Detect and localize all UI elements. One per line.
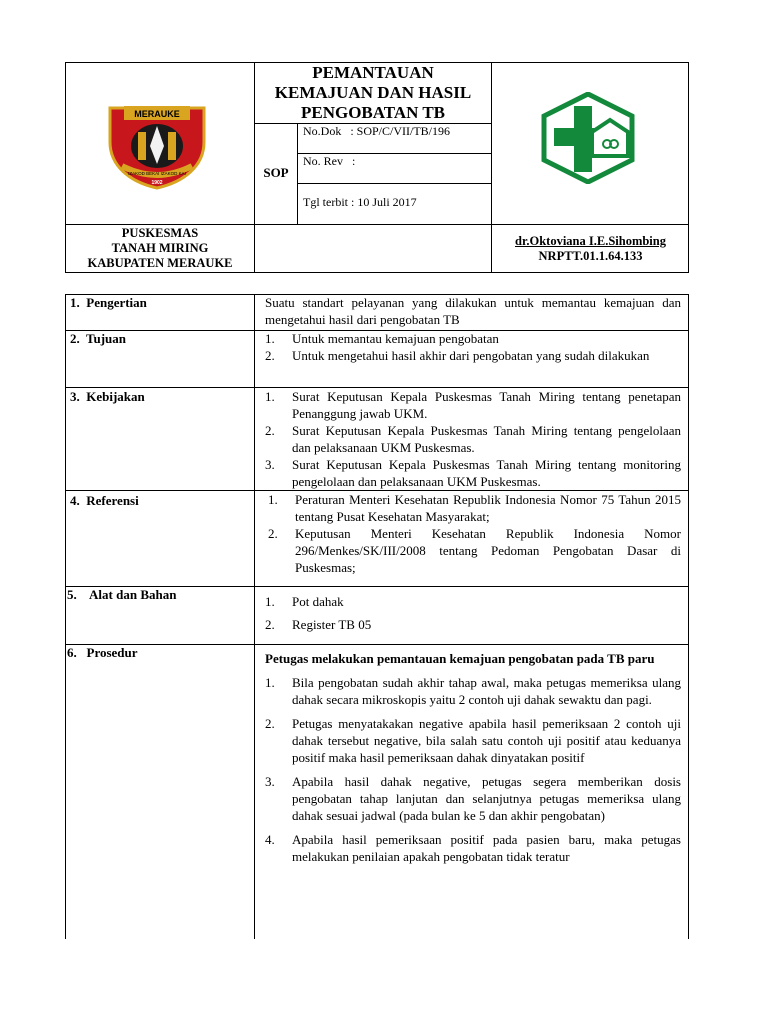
signer-name: dr.Oktoviana I.E.Sihombing xyxy=(515,234,666,248)
list-item: 3. Surat Keputusan Kepala Puskesmas Tanah Miring tentang monitoring pengelolaan dan pelaksanaan UKM Puskesmas. xyxy=(265,457,681,489)
section-label-alat: 5. Alat dan Bahan xyxy=(67,587,177,602)
list-item: 2. Untuk mengetahui hasil akhir dari pengobatan yang sudah dilakukan xyxy=(265,348,650,363)
list-item: 1. Bila pengobatan sudah akhir tahap awal, maka petugas memeriksa ulang dahak secara mikroskopis yaitu 2 contoh uji dahak sewaktu dan pagi. xyxy=(265,675,681,707)
section-label-prosedur: 6. Prosedur xyxy=(67,645,138,660)
svg-text:IZAKOD BEKAI IZAKOD KAI: IZAKOD BEKAI IZAKOD KAI xyxy=(128,171,186,176)
title-line: PENGOBATAN TB xyxy=(300,103,446,122)
signer-id: NRPTT.01.1.64.133 xyxy=(538,249,643,263)
list-item: 1. Untuk memantau kemajuan pengobatan xyxy=(265,331,499,346)
no-rev: No. Rev : xyxy=(303,154,356,168)
list-item: 2. Surat Keputusan Kepala Puskesmas Tanah Miring tentang pengelolaan dan pelaksanaan UKM Puskesmas. xyxy=(265,423,681,455)
section-list-kebijakan xyxy=(265,388,681,490)
row-divider xyxy=(65,644,689,645)
org-line: PUSKESMAS xyxy=(121,226,199,240)
section-list-alat xyxy=(265,593,681,633)
header-divider xyxy=(297,183,492,184)
tgl-terbit: Tgl terbit : 10 Juli 2017 xyxy=(303,195,417,209)
list-item: 4. Apabila hasil pemeriksaan positif pada pasien baru, maka petugas melakukan penilaian apakah pengobatan tidak teratur xyxy=(265,832,681,864)
title-line: KEMAJUAN DAN HASIL xyxy=(274,83,472,102)
list-item: 2. Keputusan Menteri Kesehatan Republik Indonesia Nomor 296/Menkes/SK/III/2008 tentang Pedoman Pengobatan Dasar di Puskesmas; xyxy=(268,526,681,575)
section-text-pengertian: Suatu standart pelayanan yang dilakukan untuk memantau kemajuan dan mengetahui hasil dari pengobatan TB xyxy=(265,295,681,327)
title-line: PEMANTAUAN xyxy=(312,63,434,82)
list-item: 2. Petugas menyatakakan negative apabila hasil pemeriksaan 2 contoh uji dahak tersebut negative, bila salah satu contoh uji positif atau keduanya positif maka hasil pemeriksaan dahak dinyatakan positif xyxy=(265,716,681,765)
document-title xyxy=(255,62,491,123)
list-item: 1. Surat Keputusan Kepala Puskesmas Tanah Miring tentang penetapan Penanggung jawab UKM. xyxy=(265,389,681,421)
organization-name xyxy=(66,225,254,271)
puskesmas-logo xyxy=(540,92,636,184)
body-column-divider xyxy=(254,294,255,939)
svg-text:1902: 1902 xyxy=(151,180,163,186)
section-label-kebijakan: 3. Kebijakan xyxy=(70,389,145,404)
section-list-tujuan xyxy=(265,330,681,364)
list-item: 1. Peraturan Menteri Kesehatan Republik Indonesia Nomor 75 Tahun 2015 tentang Pusat Kesehatan Masyarakat; xyxy=(268,492,681,524)
section-label-pengertian: 1. Pengertian xyxy=(70,295,147,310)
list-item: 2. Register TB 05 xyxy=(265,617,372,632)
org-line: TANAH MIRING xyxy=(111,241,209,255)
list-item: 1. Pot dahak xyxy=(265,594,344,609)
svg-text:MERAUKE: MERAUKE xyxy=(134,109,180,119)
section-list-referensi xyxy=(268,491,681,576)
list-item: 3. Apabila hasil dahak negative, petugas segera memberikan dosis pengobatan tahap lanjutan dan selanjutnya petugas memeriksa ulang dahak sesuai jadwal (pada bulan ke 5 dan akhir pengobatan) xyxy=(265,774,681,823)
no-dok: No.Dok : SOP/C/VII/TB/196 xyxy=(303,124,451,138)
signer-block xyxy=(492,234,689,264)
header-divider xyxy=(297,123,298,224)
section-label-referensi: 4. Referensi xyxy=(70,493,139,508)
prosedur-heading: Petugas melakukan pemantauan kemajuan pengobatan pada TB paru xyxy=(265,651,655,666)
merauke-logo xyxy=(104,102,210,190)
section-list-prosedur xyxy=(265,650,681,939)
sop-label: SOP xyxy=(263,165,289,180)
section-label-tujuan: 2. Tujuan xyxy=(70,331,127,346)
org-line: KABUPATEN MERAUKE xyxy=(87,256,233,270)
